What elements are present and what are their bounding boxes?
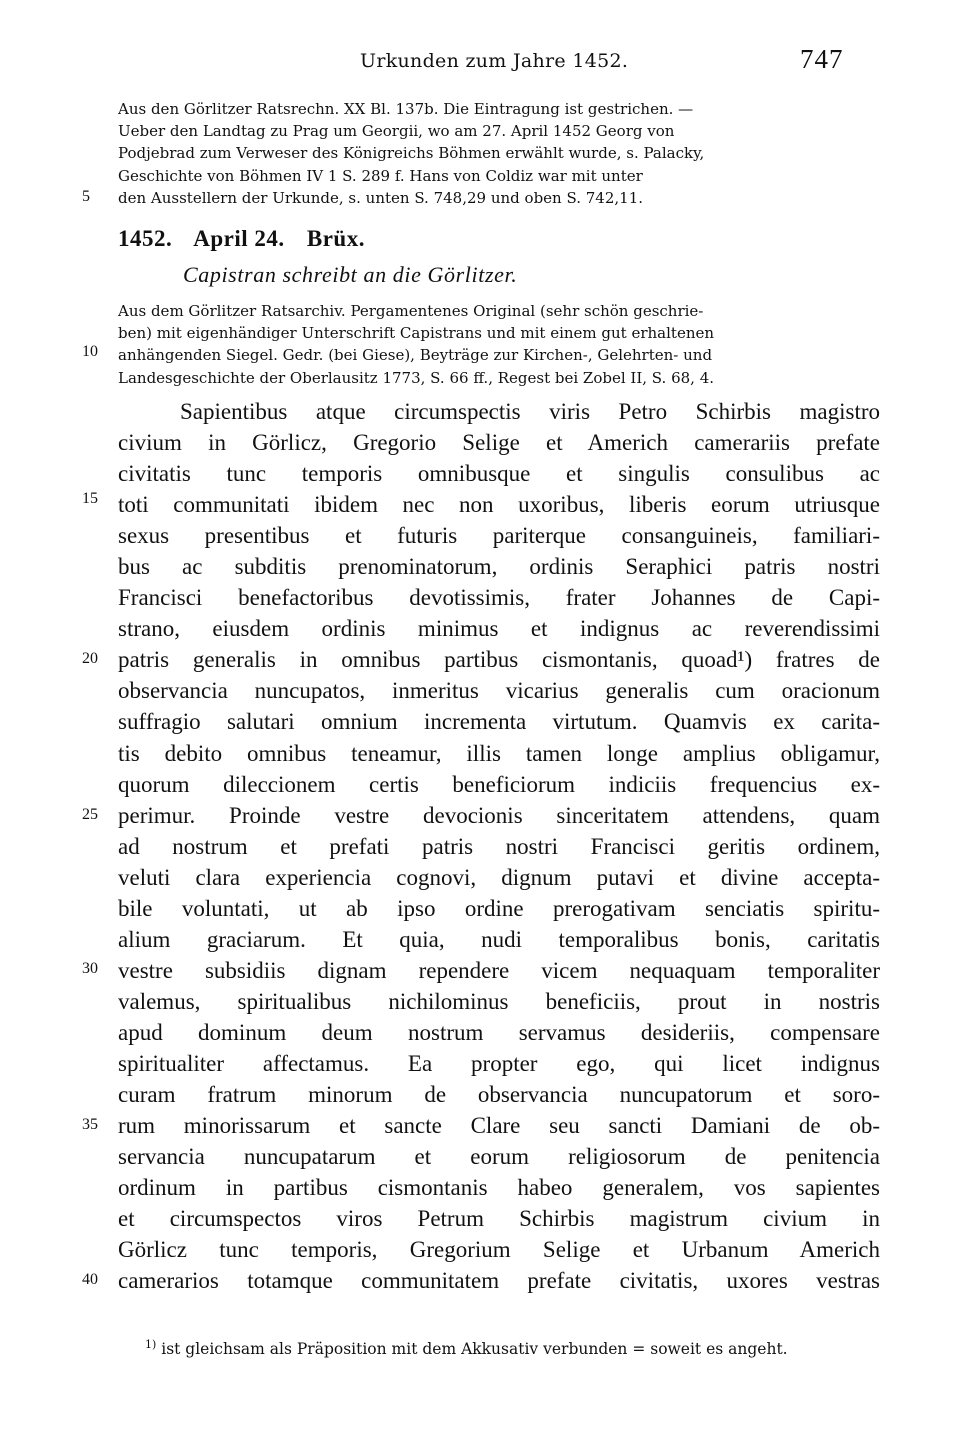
page-number: 747 [800, 44, 844, 74]
body-line: Francisci benefactoribus devotissimis, frater Johannes de Capi- [118, 585, 880, 611]
note-line: Geschichte von Böhmen IV 1 S. 289 f. Hans von Coldiz war mit unter [118, 166, 643, 185]
body-line: patris generalis in omnibus partibus cismontanis, quoad¹) fratres de [118, 647, 880, 673]
body-line: civium in Görlicz, Gregorio Selige et Americh camerariis prefate [118, 430, 880, 456]
running-head-title: Urkunden zum Jahre 1452. [360, 50, 629, 72]
line-number: 40 [82, 1271, 98, 1288]
body-line: curam fratrum minorum de observancia nuncupatorum et soro- [118, 1082, 880, 1108]
body-line: vestre subsidiis dignam rependere vicem nequaquam temporaliter [118, 957, 880, 983]
heading-year: 1452. [118, 226, 173, 251]
line-number: 30 [82, 960, 98, 977]
source-line: Aus dem Görlitzer Ratsarchiv. Pergamentenes Original (sehr schön geschrie- [118, 302, 704, 320]
body-line: bile voluntati, ut ab ipso ordine prerogativam senciatis spiritu- [118, 895, 880, 921]
body-line: veluti clara experiencia cognovi, dignum putavi et divine accepta- [118, 864, 880, 890]
running-head [0, 42, 960, 78]
source-line: Landesgeschichte der Oberlausitz 1773, S. 66 ff., Regest bei Zobel II, S. 68, 4. [118, 368, 715, 387]
editorial-note [118, 98, 880, 209]
body-line: et circumspectos viros Petrum Schirbis magistrum civium in [118, 1206, 880, 1232]
body-line: alium graciarum. Et quia, nudi temporalibus bonis, caritatis [118, 926, 880, 952]
note-line: Podjebrad zum Verweser des Königreichs Böhmen erwählt wurde, s. Palacky, [118, 144, 705, 163]
body-line: valemus, spiritualibus nichilominus beneficiis, prout in nostris [118, 988, 880, 1014]
line-number: 35 [82, 1116, 98, 1133]
body-line: rum minorissarum et sancte Clare seu sancti Damiani de ob- [118, 1113, 880, 1139]
body-line: observancia nuncupatos, inmeritus vicarius generalis cum oracionum [118, 678, 880, 704]
body-line: perimur. Proinde vestre devocionis sinceritatem attendens, quam [118, 802, 880, 828]
body-line: Sapientibus atque circumspectis viris Petro Schirbis magistro [180, 399, 880, 424]
heading-place: Brüx. [306, 226, 365, 251]
body-line: sexus presentibus et futuris pariterque consanguineis, familiari- [118, 523, 880, 549]
body-line: bus ac subditis prenominatorum, ordinis Seraphici patris nostri [118, 554, 880, 580]
body-line: camerarios totamque communitatem prefate civitatis, uxores vestras [118, 1268, 880, 1294]
line-number: 5 [82, 188, 90, 205]
source-line: ben) mit eigenhändiger Unterschrift Capistrans und mit einem gut erhaltenen [118, 324, 715, 343]
footnote-marker: 1) [145, 1338, 157, 1351]
body-line: ad nostrum et prefati patris nostri Francisci geritis ordinem, [118, 833, 880, 859]
body-line: apud dominum deum nostrum servamus desideriis, compensare [118, 1019, 880, 1045]
body-line: suffragio salutari omnium incrementa virtutum. Quamvis ex carita- [118, 709, 880, 735]
note-line: den Ausstellern der Urkunde, s. unten S. 748,29 und oben S. 742,11. [118, 188, 644, 207]
body-line: spiritualiter affectamus. Ea propter ego, qui licet indignus [118, 1050, 880, 1076]
body-line: toti communitati ibidem nec non uxoribus, liberis eorum utriusque [118, 492, 880, 518]
note-line: Aus den Görlitzer Ratsrechn. XX Bl. 137b. Die Eintragung ist gestrichen. — [118, 100, 694, 118]
document-subtitle: Capistran schreibt an die Görlitzer. [183, 262, 518, 287]
body-line: ordinum in partibus cismontanis habeo generalem, vos sapientes [118, 1175, 880, 1201]
line-number: 15 [82, 490, 98, 507]
body-line: strano, eiusdem ordinis minimus et indignus ac reverendissimi [118, 616, 880, 642]
document-heading [118, 226, 381, 252]
source-note [118, 300, 880, 389]
body-line: quorum dileccionem certis beneficiorum indiciis frequencius ex- [118, 771, 880, 797]
heading-date: April 24. [193, 226, 285, 251]
body-line: civitatis tunc temporis omnibusque et singulis consulibus ac [118, 461, 880, 487]
body-line: tis debito omnibus teneamur, illis tamen longe amplius obligamur, [118, 740, 880, 766]
body-line: Görlicz tunc temporis, Gregorium Selige et Urbanum Americh [118, 1237, 880, 1263]
letter-text [118, 396, 880, 1296]
source-line: anhängenden Siegel. Gedr. (bei Giese), Beyträge zur Kirchen-, Gelehrten- und [118, 346, 713, 365]
note-line: Ueber den Landtag zu Prag um Georgii, wo am 27. April 1452 Georg von [118, 122, 675, 141]
line-number: 20 [82, 650, 98, 667]
footnote-text: ist gleichsam als Präposition mit dem Akkusativ verbunden = soweit es angeht. [161, 1340, 788, 1359]
body-line: servancia nuncupatarum et eorum religiosorum de penitencia [118, 1144, 880, 1170]
footnote [145, 1338, 788, 1358]
line-number: 25 [82, 806, 98, 823]
line-number: 10 [82, 343, 98, 360]
